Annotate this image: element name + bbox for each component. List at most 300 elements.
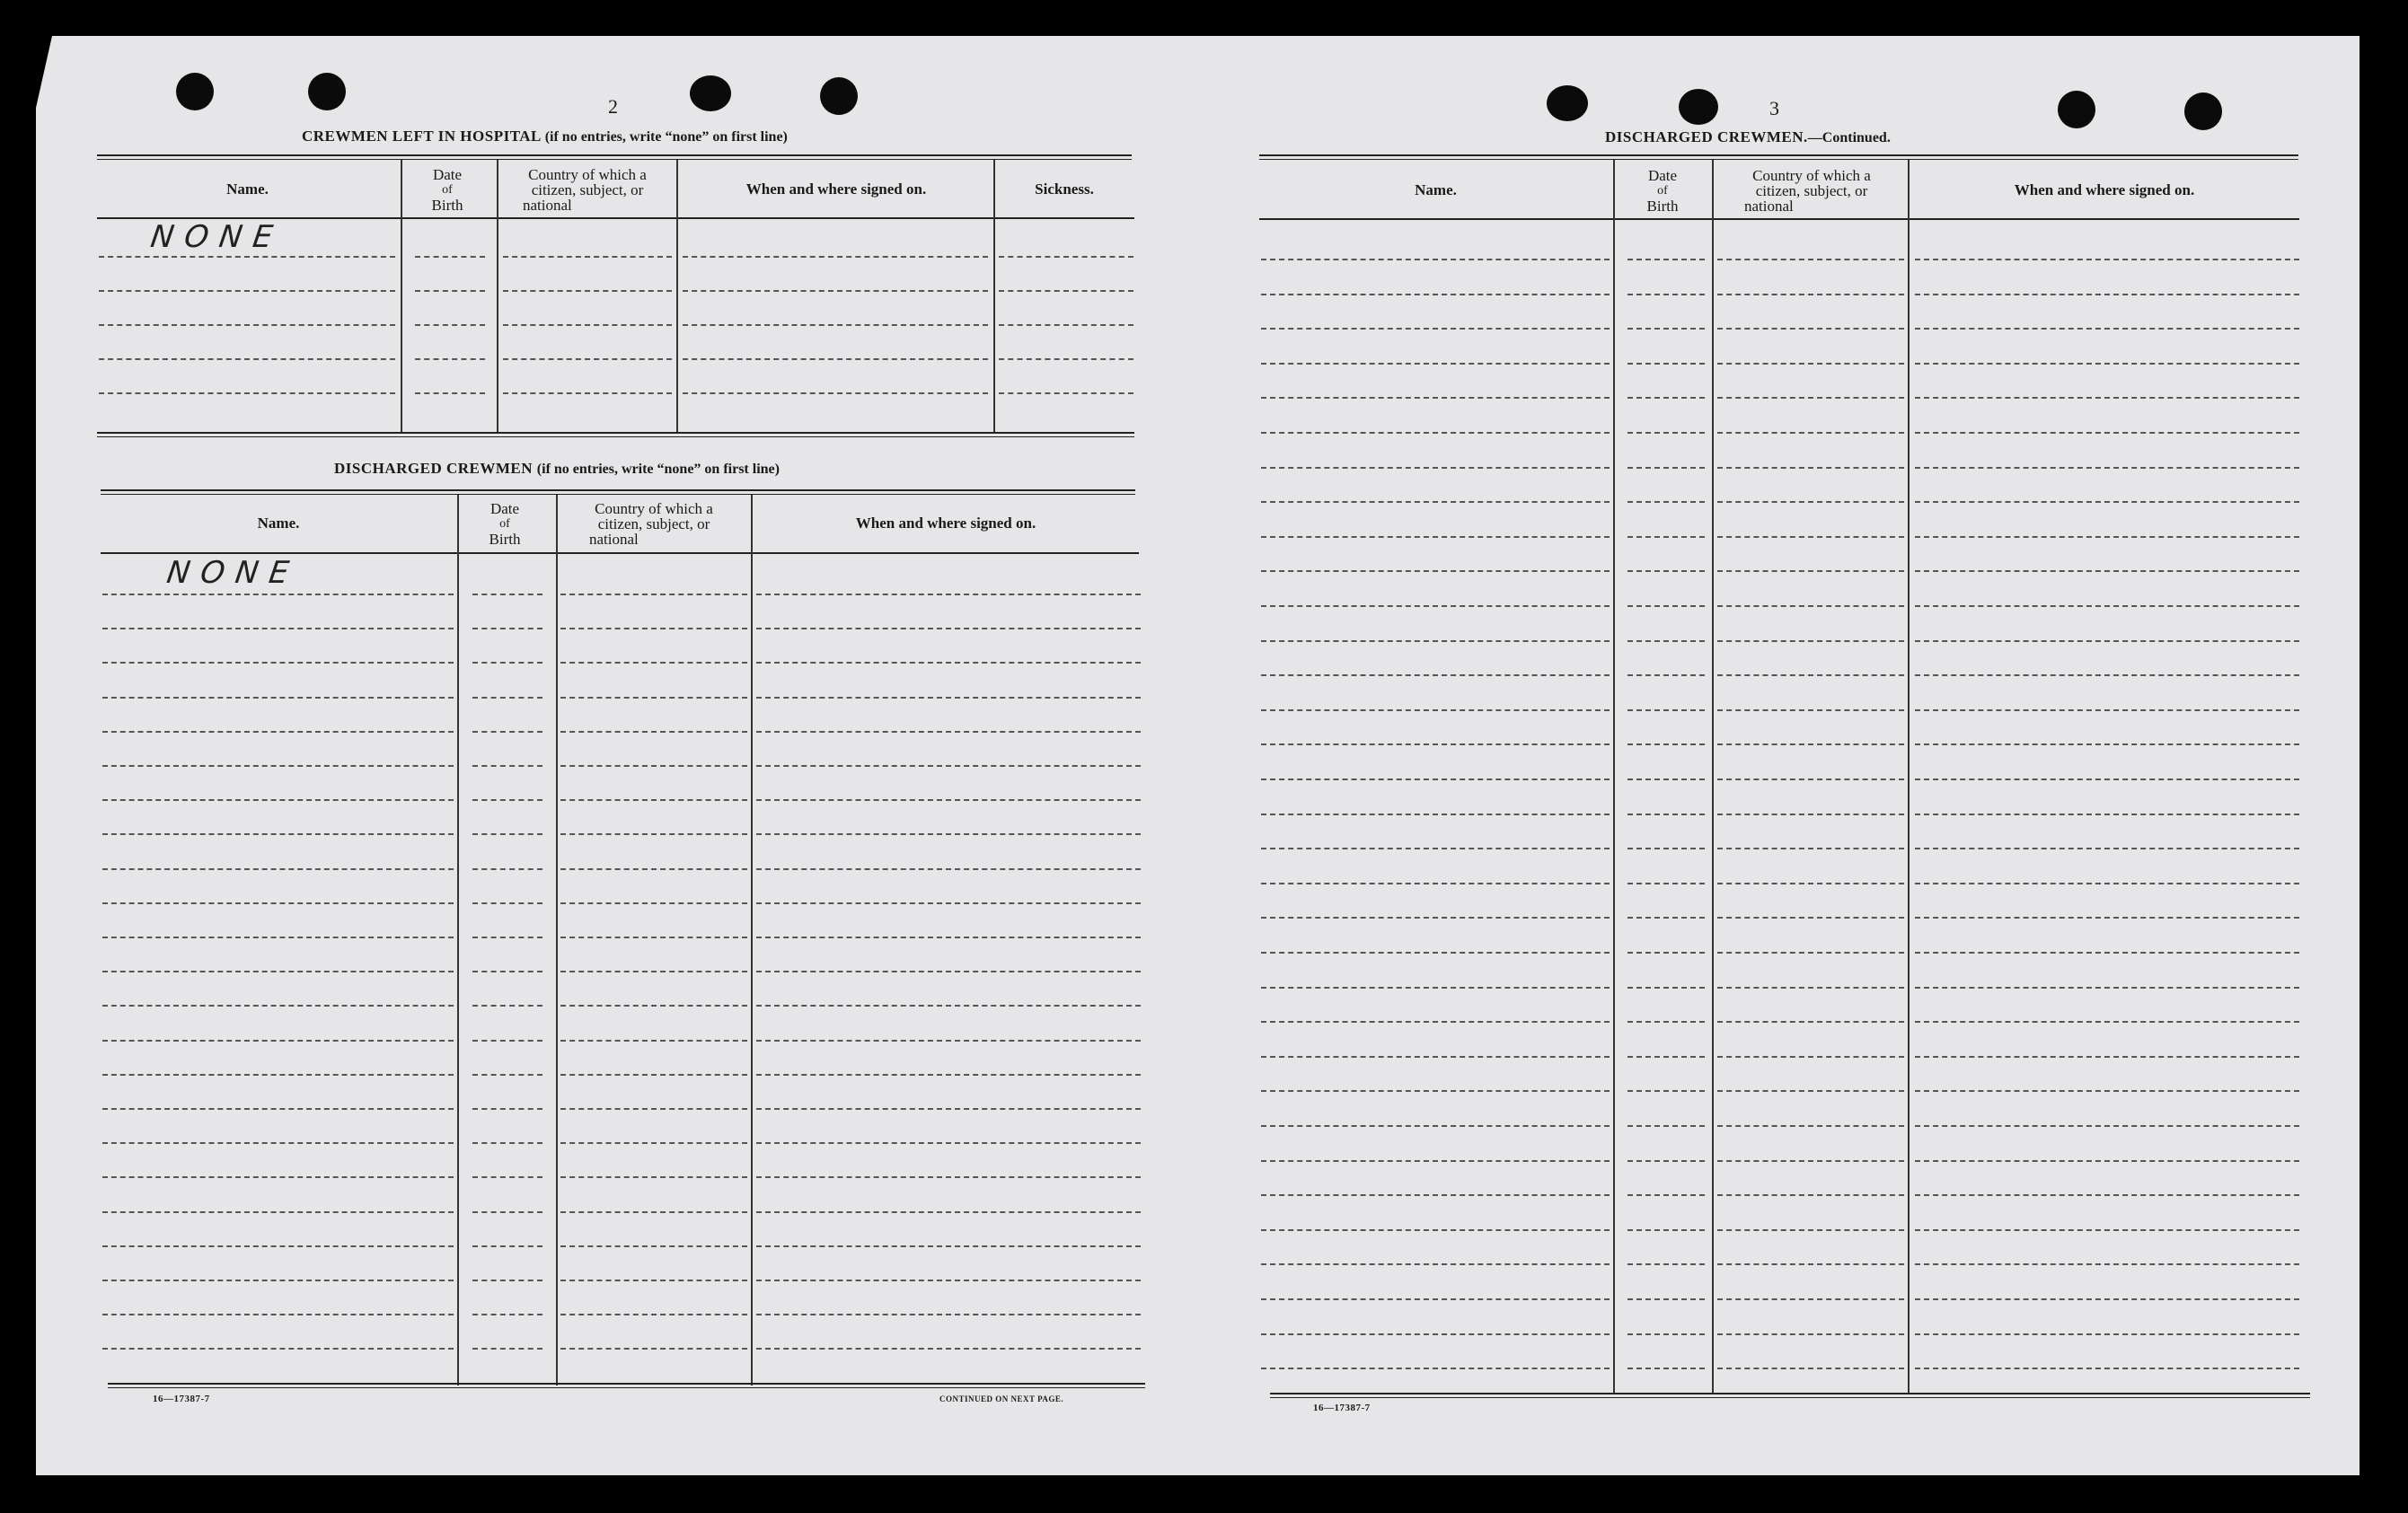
ruled-line [560,1040,747,1042]
ruled-line [472,799,542,801]
right-title-suffix: —Continued. [1807,130,1891,145]
ruled-line [756,765,1141,767]
ruled-line [560,799,747,801]
ruled-line [1915,1125,2299,1127]
ruled-line [756,1142,1141,1144]
ruled-line [472,1314,542,1315]
ruled-line [1627,917,1705,919]
ruled-line [99,256,395,258]
ruled-line [1627,1056,1705,1058]
ruled-line [1627,814,1705,815]
hospital-title-note: (if no entries, write “none” on first line) [544,129,788,145]
ruled-line [1915,987,2299,989]
right-col-signed-on: When and where signed on. [2014,181,2195,198]
ruled-line [415,358,485,360]
ruled-line [1261,1333,1610,1335]
ruled-line [472,1005,542,1007]
ruled-line [1261,743,1610,745]
punch-hole [308,73,346,110]
ruled-line [1261,1368,1610,1369]
ruled-line [1915,605,2299,607]
ruled-line [1915,883,2299,884]
ruled-line [102,1280,454,1281]
ruled-line [472,765,542,767]
ruled-line [472,1074,542,1076]
ruled-line [472,1142,542,1144]
ruled-line [1915,1090,2299,1092]
ruled-line [560,1280,747,1281]
hospital-top-rule [97,154,1132,156]
form-number-right: 16—17387-7 [1313,1403,1371,1413]
ruled-line [1915,917,2299,919]
ruled-line [102,594,454,595]
ruled-line [1915,1021,2299,1023]
ruled-line [472,1040,542,1042]
ruled-line [1717,432,1904,434]
ruled-line [560,1348,747,1350]
ruled-line [99,324,395,326]
right-bottom-rule-2 [1270,1397,2310,1398]
ruled-line [472,697,542,699]
discharged-col-signed-on: When and where signed on. [855,515,1036,532]
ruled-line [1261,917,1610,919]
ruled-line [1915,848,2299,849]
ruled-line [503,324,672,326]
ruled-line [1717,709,1904,711]
ruled-line [1915,1194,2299,1196]
ruled-line [1717,1368,1904,1369]
ruled-line [1627,1125,1705,1127]
ruled-line [1915,259,2299,260]
ruled-line [503,392,672,394]
ruled-line [415,324,485,326]
ruled-line [1717,536,1904,538]
ruled-line [1627,605,1705,607]
hospital-col-signed-on: When and where signed on. [745,180,927,198]
ruled-line [1915,1298,2299,1300]
ruled-line [1717,1021,1904,1023]
ruled-line [102,1005,454,1007]
ruled-line [1627,640,1705,642]
ruled-line [1717,778,1904,780]
punch-hole [2058,91,2095,128]
discharged-section-title [334,460,780,478]
hospital-top-rule-2 [97,159,1132,160]
ruled-line [1627,328,1705,330]
discharged-top-rule-2 [101,494,1135,495]
ruled-line [102,662,454,664]
ruled-line [1261,294,1610,295]
form-number-left: 16—17387-7 [153,1394,210,1404]
ruled-line [472,1108,542,1110]
ruled-line [1717,397,1904,399]
ruled-line [102,1348,454,1350]
right-col-name: Name. [1415,181,1457,198]
ruled-line [102,697,454,699]
ruled-line [999,392,1133,394]
ruled-line [102,1211,454,1213]
ruled-line [683,358,988,360]
hospital-divider [401,160,402,432]
ruled-line [1915,640,2299,642]
ruled-line [102,731,454,733]
ruled-line [102,1142,454,1144]
ruled-line [102,1108,454,1110]
ruled-line [1261,709,1610,711]
continued-note: CONTINUED ON NEXT PAGE. [939,1394,1064,1403]
ruled-line [560,902,747,904]
ruled-line [756,868,1141,870]
ruled-line [560,731,747,733]
right-top-rule [1259,154,2298,156]
ruled-line [1915,294,2299,295]
ruled-line [1627,1333,1705,1335]
ruled-line [1627,1160,1705,1162]
ruled-line [472,937,542,938]
ruled-line [1915,743,2299,745]
ruled-line [1915,778,2299,780]
ruled-line [560,697,747,699]
ruled-line [756,1211,1141,1213]
ruled-line [560,594,747,595]
ruled-line [1717,883,1904,884]
ruled-line [472,1176,542,1178]
ruled-line [1261,259,1610,260]
hospital-title-text: CREWMEN LEFT IN HOSPITAL [302,128,541,145]
ruled-line [472,731,542,733]
ruled-line [1261,1090,1610,1092]
ruled-line [756,902,1141,904]
ruled-line [560,1005,747,1007]
ruled-line [756,1280,1141,1281]
ruled-line [1261,952,1610,954]
ruled-line [560,1211,747,1213]
hospital-col-name: Name. [226,180,269,198]
ruled-line [472,902,542,904]
ruled-line [560,833,747,835]
ruled-line [1915,1229,2299,1231]
ruled-line [1627,363,1705,365]
ruled-line [1627,1194,1705,1196]
punch-hole [1547,85,1588,121]
ruled-line [756,697,1141,699]
ruled-line [102,1314,454,1315]
ruled-line [756,799,1141,801]
ruled-line [102,1040,454,1042]
ruled-line [999,324,1133,326]
ruled-line [1717,467,1904,469]
ruled-line [1627,501,1705,503]
ruled-line [1627,952,1705,954]
ruled-line [503,256,672,258]
right-header-rule [1259,218,2299,220]
ruled-line [560,1074,747,1076]
ruled-line [756,1108,1141,1110]
ruled-line [99,392,395,394]
ruled-line [102,1245,454,1247]
ruled-line [1261,1125,1610,1127]
ruled-line [1717,570,1904,572]
ruled-line [560,937,747,938]
ruled-line [1915,328,2299,330]
ruled-line [1717,1263,1904,1265]
ruled-line [415,290,485,292]
ruled-line [102,902,454,904]
ruled-line [1717,605,1904,607]
ruled-line [560,1314,747,1315]
ruled-line [472,1245,542,1247]
hospital-divider [993,160,995,432]
ruled-line [1717,1333,1904,1335]
ruled-line [1717,294,1904,295]
ruled-line [1627,848,1705,849]
ruled-line [1261,1160,1610,1162]
punch-hole [176,73,214,110]
ruled-line [1261,397,1610,399]
discharged-title-note: (if no entries, write “none” on first line) [536,462,780,477]
ruled-line [1717,848,1904,849]
ruled-line [472,1211,542,1213]
ruled-line [1627,1229,1705,1231]
ruled-line [1717,814,1904,815]
ruled-line [1915,467,2299,469]
ruled-line [1717,1194,1904,1196]
ruled-line [1915,952,2299,954]
ruled-line [1261,778,1610,780]
ruled-line [1915,432,2299,434]
ruled-line [102,971,454,972]
ruled-line [1717,1125,1904,1127]
ruled-line [756,731,1141,733]
discharged-divider [556,495,558,1385]
ruled-line [1915,1056,2299,1058]
hospital-col-country: Country of which a citizen, subject, or national [523,166,647,214]
ruled-line [1261,605,1610,607]
ruled-line [1261,987,1610,989]
ruled-line [472,628,542,629]
ruled-line [1261,570,1610,572]
ruled-line [1261,848,1610,849]
ruled-line [1627,432,1705,434]
ruled-line [472,971,542,972]
ruled-line [1915,1160,2299,1162]
ruled-line [472,833,542,835]
ruled-line [756,1314,1141,1315]
ruled-line [1915,1368,2299,1369]
right-top-rule-2 [1259,159,2298,160]
ruled-line [756,628,1141,629]
discharged-col-dob: Date of Birth [489,500,521,548]
ruled-line [1915,709,2299,711]
ruled-line [1717,1229,1904,1231]
right-divider [1613,160,1615,1394]
ruled-line [1915,397,2299,399]
ruled-line [999,358,1133,360]
ruled-line [1717,743,1904,745]
ruled-line [560,1108,747,1110]
ruled-line [102,868,454,870]
ruled-line [1717,987,1904,989]
ruled-line [1627,397,1705,399]
ruled-line [1915,814,2299,815]
ruled-line [1261,1229,1610,1231]
document-sheet [36,36,2359,1475]
ruled-line [1627,743,1705,745]
discharged-col-name: Name. [257,515,300,532]
ruled-line [1627,778,1705,780]
ruled-line [1717,1160,1904,1162]
ruled-line [560,628,747,629]
ruled-line [1261,814,1610,815]
ruled-line [1915,536,2299,538]
ruled-line [415,256,485,258]
hospital-section-title [302,128,788,145]
ruled-line [683,290,988,292]
hospital-bottom-rule [97,432,1134,434]
discharged-divider [751,495,753,1385]
right-col-dob: Date of Birth [1646,167,1679,215]
ruled-line [756,1245,1141,1247]
page-number-left: 2 [608,95,618,118]
ruled-line [1627,294,1705,295]
right-bottom-rule [1270,1393,2310,1394]
ruled-line [1627,467,1705,469]
ruled-line [756,937,1141,938]
ruled-line [1261,1194,1610,1196]
ruled-line [102,1176,454,1178]
right-section-title [1605,128,1891,146]
right-col-country: Country of which a citizen, subject, or national [1744,167,1871,215]
right-divider [1908,160,1910,1394]
ruled-line [1717,1090,1904,1092]
hospital-col-sickness: Sickness. [1035,180,1094,198]
ruled-line [102,628,454,629]
ruled-line [1717,674,1904,676]
discharged-top-rule [101,489,1135,491]
ruled-line [503,358,672,360]
hospital-divider [676,160,678,432]
ruled-line [1627,709,1705,711]
ruled-line [102,937,454,938]
ruled-line [560,868,747,870]
discharged-bottom-rule [108,1383,1145,1385]
ruled-line [560,971,747,972]
ruled-line [560,1245,747,1247]
ruled-line [1627,1368,1705,1369]
ruled-line [1717,1298,1904,1300]
ruled-line [756,1040,1141,1042]
ruled-line [1915,501,2299,503]
ruled-line [560,765,747,767]
ruled-line [683,256,988,258]
ruled-line [1261,640,1610,642]
ruled-line [1627,987,1705,989]
ruled-line [1627,1090,1705,1092]
ruled-line [102,765,454,767]
ruled-line [1261,1298,1610,1300]
ruled-line [1261,467,1610,469]
hospital-divider [497,160,498,432]
ruled-line [560,1176,747,1178]
ruled-line [999,290,1133,292]
ruled-line [1627,1263,1705,1265]
ruled-line [1261,363,1610,365]
ruled-line [1717,501,1904,503]
ruled-line [1627,883,1705,884]
ruled-line [503,290,672,292]
ruled-line [560,662,747,664]
ruled-line [560,1142,747,1144]
discharged-handwritten-entry: NONE [164,555,302,591]
ruled-line [1915,570,2299,572]
ruled-line [1627,674,1705,676]
ruled-line [1261,883,1610,884]
ruled-line [1261,328,1610,330]
ruled-line [683,324,988,326]
ruled-line [756,594,1141,595]
ruled-line [1261,1263,1610,1265]
punch-hole [690,75,731,111]
ruled-line [1915,674,2299,676]
hospital-bottom-rule-2 [97,436,1134,437]
ruled-line [1717,328,1904,330]
ruled-line [99,290,395,292]
punch-hole [820,77,858,115]
hospital-handwritten-entry: NONE [148,219,286,255]
ruled-line [1717,259,1904,260]
ruled-line [1717,1056,1904,1058]
discharged-col-country: Country of which a citizen, subject, or national [589,500,713,548]
ruled-line [1717,640,1904,642]
ruled-line [102,833,454,835]
right-title-text: DISCHARGED CREWMEN. [1605,128,1808,145]
ruled-line [1261,501,1610,503]
punch-hole [1679,89,1718,125]
ruled-line [1627,570,1705,572]
ruled-line [1717,917,1904,919]
ruled-line [756,1176,1141,1178]
discharged-bottom-rule-2 [108,1387,1145,1388]
page-number-right: 3 [1769,97,1779,119]
ruled-line [1915,1333,2299,1335]
ruled-line [756,971,1141,972]
discharged-divider [457,495,459,1385]
folded-corner [36,36,52,108]
ruled-line [1627,1298,1705,1300]
ruled-line [1627,1021,1705,1023]
ruled-line [1261,1021,1610,1023]
ruled-line [1261,432,1610,434]
hospital-col-dob: Date of Birth [431,166,463,214]
ruled-line [472,594,542,595]
ruled-line [1261,1056,1610,1058]
ruled-line [1915,1263,2299,1265]
right-divider [1712,160,1714,1394]
ruled-line [472,1280,542,1281]
ruled-line [756,662,1141,664]
ruled-line [102,1074,454,1076]
ruled-line [756,833,1141,835]
ruled-line [1627,536,1705,538]
ruled-line [756,1348,1141,1350]
ruled-line [1261,536,1610,538]
discharged-title-text: DISCHARGED CREWMEN [334,460,534,477]
ruled-line [472,868,542,870]
ruled-line [472,662,542,664]
ruled-line [756,1074,1141,1076]
ruled-line [1915,363,2299,365]
punch-hole [2184,92,2222,130]
